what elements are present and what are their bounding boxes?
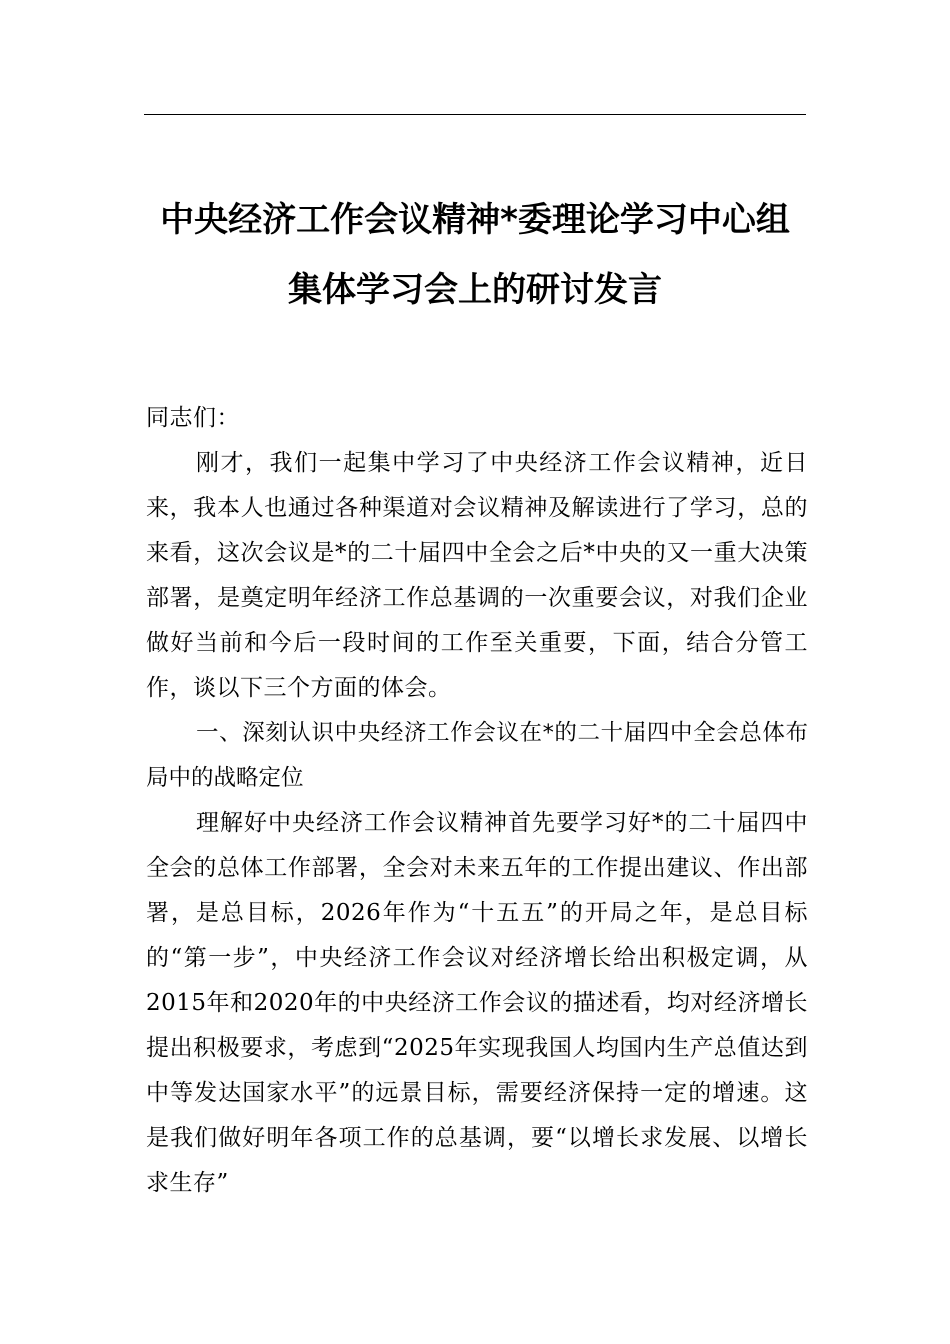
greeting: 同志们： — [146, 405, 240, 431]
document-title-line-2: 集体学习会上的研讨发言 — [288, 270, 662, 310]
paragraph-intro: 刚才，我们一起集中学习了中央经济工作会议精神，近日来，我本人也通过各种渠道对会议精神及解读进行了学习，总的来看，这次会议是*的二十届四中全会之后*中央的又一重大决策部署，是奠定明年经济工作总基调的一次重要会议，对我们企业做好当前和今后一段时间的工作至关重要，下面，结合分管工作，谈以下三个方面的体会。 — [146, 450, 808, 701]
document-title-line-1: 中央经济工作会议精神*委理论学习中心组 — [160, 200, 790, 240]
header-rule — [144, 114, 806, 115]
paragraph-section-1: 理解好中央经济工作会议精神首先要学习好*的二十届四中全会的总体工作部署，全会对未来五年的工作提出建议、作出部署，是总目标，2026年作为“十五五”的开局之年，是总目标的“第一步”，中央经济工作会议对经济增长给出积极定调，从2015年和2020年的中央经济工作会议的描述看，均对经济增长提出积极要求，考虑到“2025年实现我国人均国内生产总值达到中等发达国家水平”的远景目标，需要经济保持一定的增速。这是我们做好明年各项工作的总基调，要“以增长求发展、以增长求生存” — [146, 810, 808, 1196]
section-heading-1: 一、深刻认识中央经济工作会议在*的二十届四中全会总体布局中的战略定位 — [146, 720, 808, 791]
